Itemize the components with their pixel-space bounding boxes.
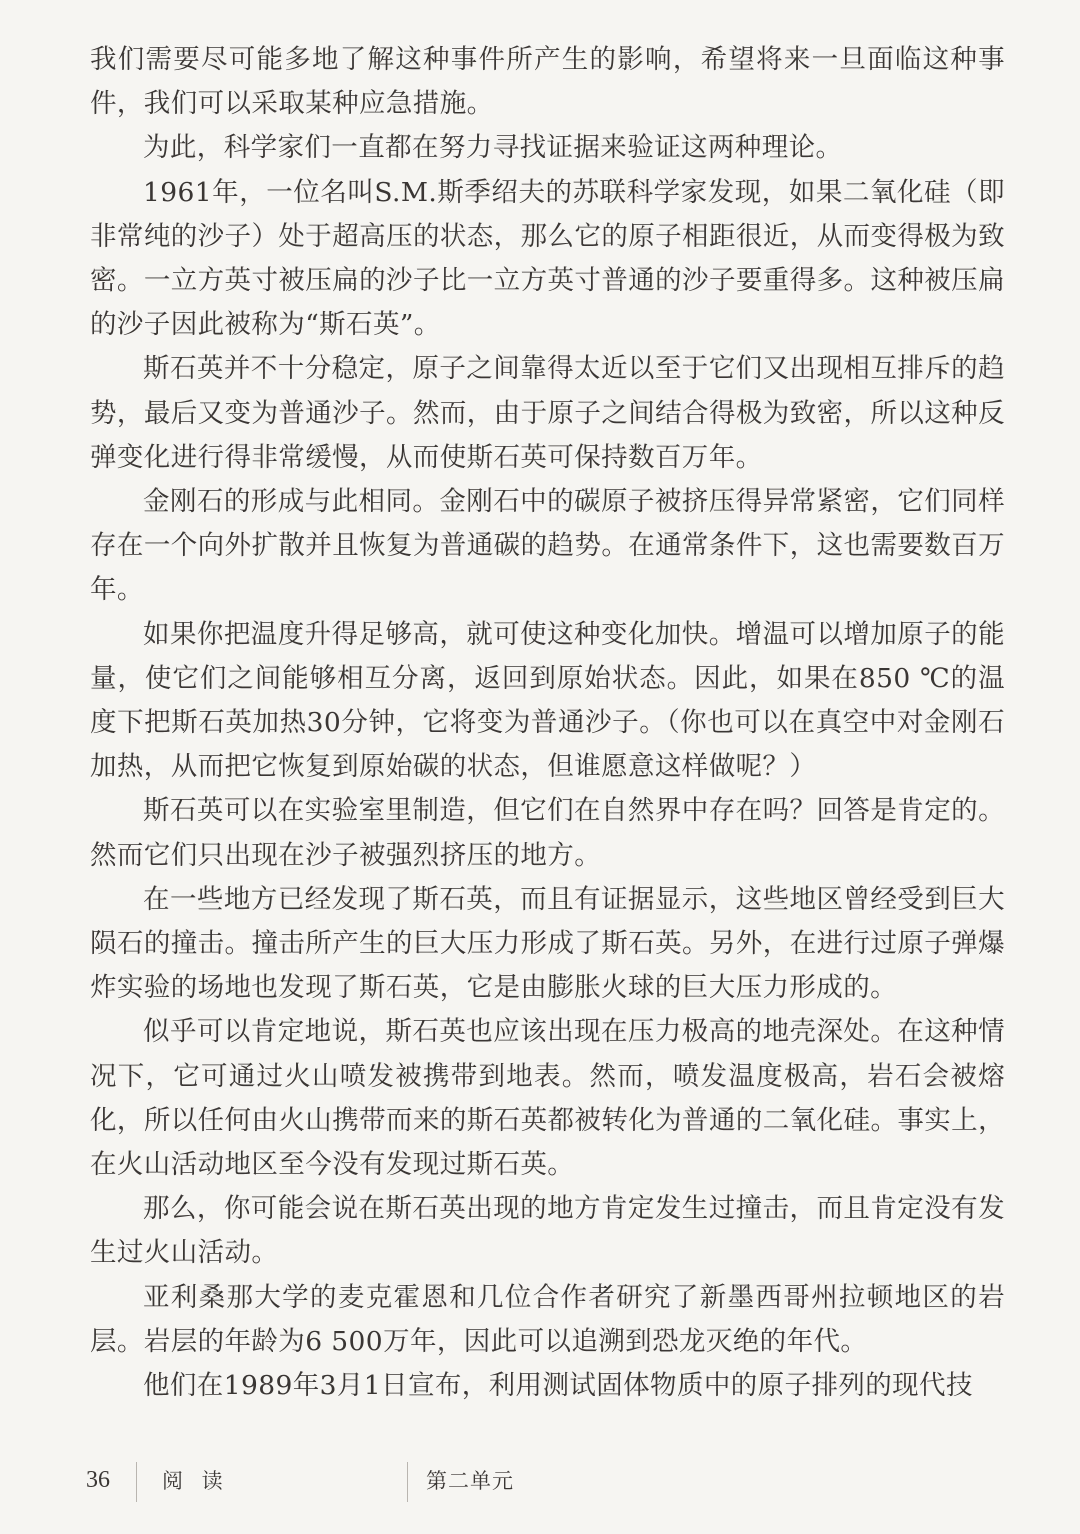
paragraph-7: 斯石英可以在实验室里制造，但它们在自然界中存在吗？回答是肯定的。然而它们只出现在沙子被强烈挤压的地方。 — [90, 795, 1005, 871]
paragraph-2: 为此，科学家们一直都在努力寻找证据来验证这两种理论。 — [143, 132, 843, 164]
paragraph-9: 似乎可以肯定地说，斯石英也应该出现在压力极高的地壳深处。在这种情况下，它可通过火山喷发被携带到地表。然而，喷发温度极高，岩石会被熔化，所以任何由火山携带而来的斯石英都被转化为普通的二氧化硅。事实上，在火山活动地区至今没有发现过斯石英。 — [90, 1016, 1005, 1181]
paragraph-10: 那么，你可能会说在斯石英出现的地方肯定发生过撞击，而且肯定没有发生过火山活动。 — [90, 1193, 1005, 1269]
body-text — [90, 38, 1005, 1408]
footer-divider — [136, 1462, 137, 1502]
footer-divider — [407, 1462, 408, 1502]
paragraph-11: 亚利桑那大学的麦克霍恩和几位合作者研究了新墨西哥州拉顿地区的岩层。岩层的年龄为6 500万年，因此可以追溯到恐龙灭绝的年代。 — [90, 1281, 1005, 1357]
paragraph-12: 他们在1989年3月1日宣布，利用测试固体物质中的原子排列的现代技 — [143, 1370, 973, 1402]
paragraph-1: 我们需要尽可能多地了解这种事件所产生的影响，希望将来一旦面临这种事件，我们可以采取某种应急措施。 — [90, 44, 1005, 120]
section-name: 阅 读 — [162, 1469, 229, 1493]
page-number: 36 — [86, 1467, 110, 1493]
paragraph-6: 如果你把温度升得足够高，就可使这种变化加快。增温可以增加原子的能量，使它们之间能够相互分离，返回到原始状态。因此，如果在850 ℃的温度下把斯石英加热30分钟，它将变为普通沙子。（你也可以在真空中对金刚石加热，从而把它恢复到原始碳的状态，但谁愿意这样做呢？） — [90, 618, 1005, 783]
paragraph-3: 1961年，一位名叫S.M.斯季绍夫的苏联科学家发现，如果二氧化硅（即非常纯的沙子）处于超高压的状态，那么它的原子相距很近，从而变得极为致密。一立方英寸被压扁的沙子比一立方英寸普通的沙子要重得多。这种被压扁的沙子因此被称为“斯石英”。 — [90, 176, 1005, 341]
page-footer — [0, 1462, 1080, 1512]
paragraph-5: 金刚石的形成与此相同。金刚石中的碳原子被挤压得异常紧密，它们同样存在一个向外扩散并且恢复为普通碳的趋势。在通常条件下，这也需要数百万年。 — [90, 486, 1005, 606]
paragraph-8: 在一些地方已经发现了斯石英，而且有证据显示，这些地区曾经受到巨大陨石的撞击。撞击所产生的巨大压力形成了斯石英。另外，在进行过原子弹爆炸实验的场地也发现了斯石英，它是由膨胀火球的巨大压力形成的。 — [90, 883, 1005, 1004]
paragraph-4: 斯石英并不十分稳定，原子之间靠得太近以至于它们又出现相互排斥的趋势，最后又变为普通沙子。然而，由于原子之间结合得极为致密，所以这种反弹变化进行得非常缓慢，从而使斯石英可保持数百万年。 — [90, 353, 1005, 473]
unit-name: 第二单元 — [426, 1469, 514, 1493]
